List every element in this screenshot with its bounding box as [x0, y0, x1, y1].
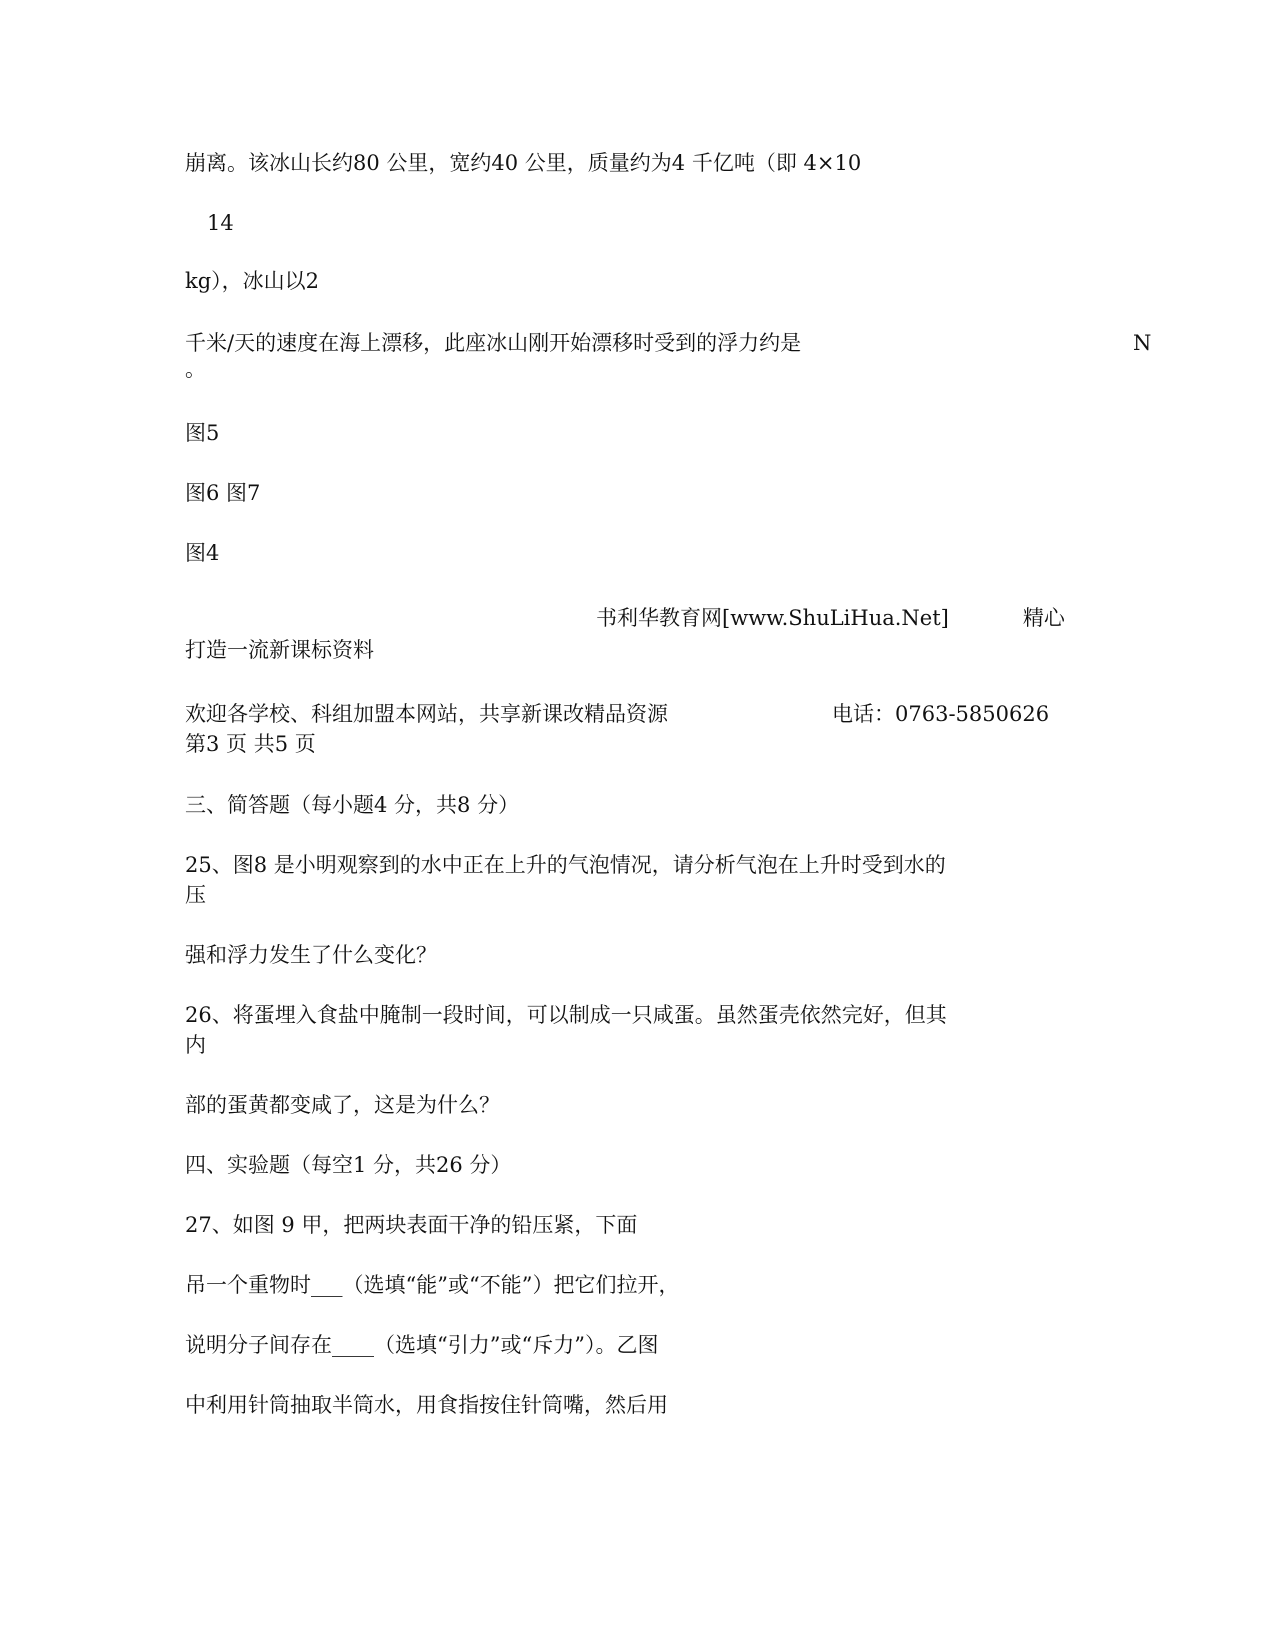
footer-site-tail: 精心 [1022, 606, 1065, 630]
question-26-line-2: 内 [185, 1033, 206, 1057]
iceberg-text-end: 。 [185, 357, 206, 381]
question-27-line-4: 中利用针筒抽取半筒水，用食指按住针筒嘴，然后用 [185, 1393, 668, 1417]
question-25-line-2: 压 [185, 883, 206, 907]
figure-6-7-label: 图6 图7 [185, 481, 261, 505]
figure-4-label: 图4 [185, 541, 220, 565]
question-27-line-2: 吊一个重物时___（选填“能”或“不能”）把它们拉开， [185, 1273, 680, 1297]
iceberg-text-line-2: kg），冰山以2 [185, 269, 320, 293]
question-26-line-1: 26、将蛋埋入食盐中腌制一段时间，可以制成一只咸蛋。虽然蛋壳依然完好，但其 [185, 1003, 947, 1027]
question-27-line-3: 说明分子间存在____（选填“引力”或“斥力”）。乙图 [185, 1333, 659, 1357]
question-25-line-1: 25、图8 是小明观察到的水中正在上升的气泡情况，请分析气泡在上升时受到水的 [185, 853, 946, 877]
footer-site-name: 书利华教育网[www.ShuLiHua.Net] [596, 606, 949, 630]
exponent-text: 14 [207, 211, 234, 235]
footer-page-number: 第3 页 共5 页 [185, 732, 316, 756]
section-4-heading: 四、实验题（每空1 分，共26 分） [185, 1153, 512, 1177]
question-26-line-3: 部的蛋黄都变咸了，这是为什么？ [185, 1093, 500, 1117]
question-25-line-3: 强和浮力发生了什么变化？ [185, 943, 437, 967]
footer-site-continuation: 打造一流新课标资料 [185, 638, 374, 662]
footer-welcome: 欢迎各学校、科组加盟本网站，共享新课改精品资源 [185, 702, 668, 726]
unit-newton: N [1133, 331, 1152, 355]
section-3-heading: 三、简答题（每小题4 分，共8 分） [185, 793, 520, 817]
footer-phone: 电话：0763-5850626 [832, 702, 1050, 726]
question-27-line-1: 27、如图 9 甲，把两块表面干净的铅压紧，下面 [185, 1213, 638, 1237]
iceberg-text-line-1: 崩离。该冰山长约80 公里，宽约40 公里，质量约为4 千亿吨（即 4×10 [185, 151, 862, 175]
footer-site-line [596, 605, 1065, 631]
iceberg-text-line-3: 千米/天的速度在海上漂移，此座冰山刚开始漂移时受到的浮力约是 [185, 331, 802, 355]
figure-5-label: 图5 [185, 421, 220, 445]
